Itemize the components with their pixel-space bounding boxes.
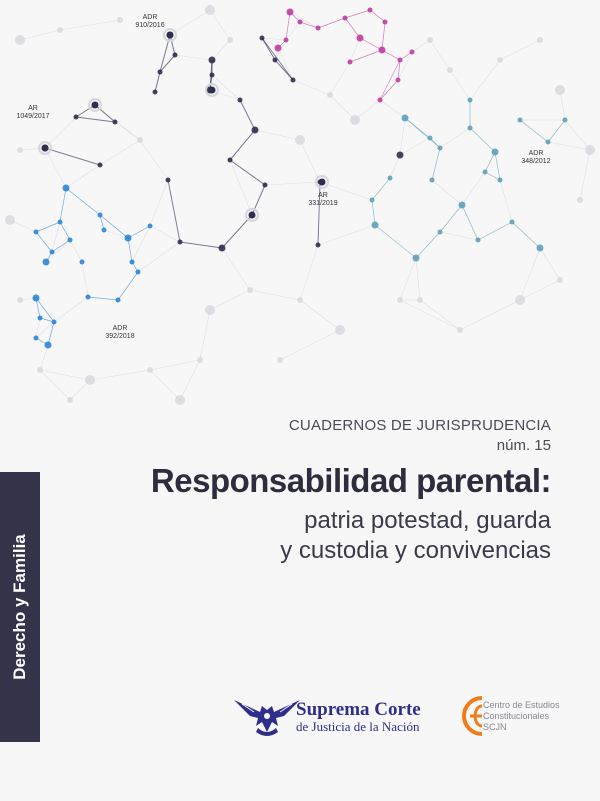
network-label-ar-1049 — [16, 105, 49, 121]
scjn-wordmark — [296, 700, 421, 737]
label-type: ADR — [142, 14, 158, 21]
scjn-line-2: de Justicia de la Nación — [296, 719, 420, 734]
network-label-adr-392 — [105, 325, 134, 341]
series-number: núm. 15 — [496, 437, 551, 454]
subtitle-line-1: patria potestad, guarda — [304, 507, 551, 534]
subtitle-line-2: y custodia y convivencias — [280, 537, 551, 564]
book-subtitle — [280, 506, 551, 566]
cec-line-1: Centro de Estudios — [483, 700, 560, 710]
book-title: Responsabilidad parental: — [150, 462, 551, 499]
side-band-text: Derecho y Familia — [10, 534, 29, 680]
label-id: 348/2012 — [521, 158, 551, 165]
label-id: 392/2018 — [105, 333, 135, 340]
network-label-adr-348 — [521, 150, 550, 166]
scjn-line-1: Suprema Corte — [296, 699, 421, 720]
network-edges — [10, 10, 590, 400]
label-id: 331/2019 — [308, 200, 338, 207]
cec-line-2: Constitucionales — [483, 711, 550, 721]
label-type: AR — [318, 192, 328, 199]
series-title: CUADERNOS DE JURISPRUDENCIA — [288, 417, 551, 434]
label-id: 1049/2017 — [16, 113, 50, 120]
cec-wordmark — [483, 700, 560, 733]
scjn-eagle-icon — [232, 692, 302, 740]
label-type: ADR — [112, 325, 128, 332]
label-type: AR — [28, 105, 38, 112]
label-id: 910/2016 — [135, 22, 165, 29]
label-type: ADR — [528, 150, 544, 157]
cec-line-3: SCJN — [483, 722, 507, 732]
network-label-ar-331 — [308, 192, 337, 208]
network-label-adr-910 — [135, 14, 164, 30]
network-nodes — [5, 5, 595, 405]
